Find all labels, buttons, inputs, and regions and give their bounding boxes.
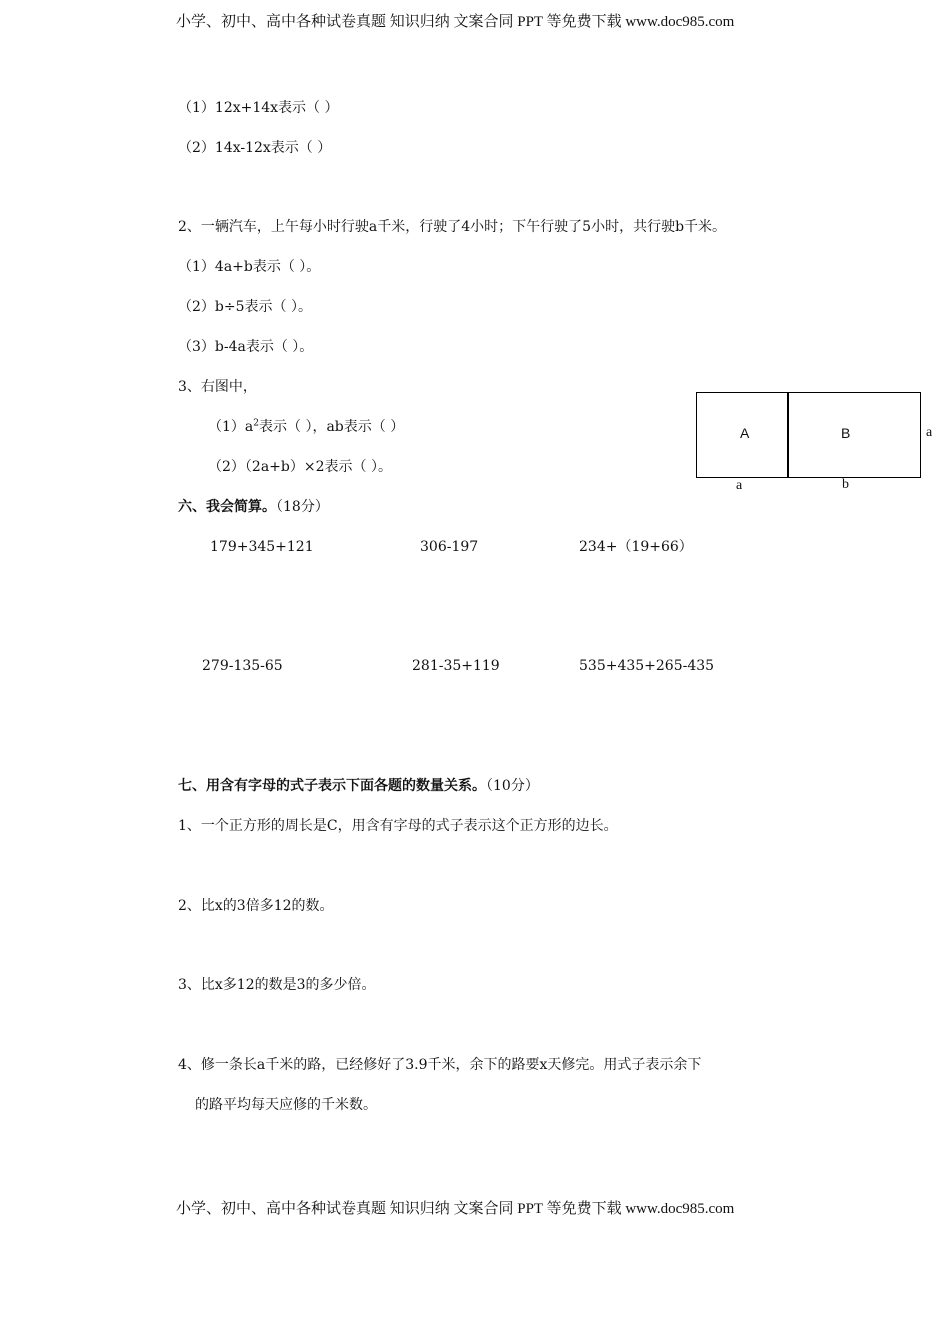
q1-item-1: （1）12x+14x表示（ ） xyxy=(178,100,339,116)
q2-item-1: （1）4a+b表示（ ）。 xyxy=(178,259,321,275)
calc-2-2: 281-35+119 xyxy=(412,658,500,674)
q2-stem: 2、一辆汽车，上午每小时行驶a千米，行驶了4小时；下午行驶了5小时，共行驶b千米。 xyxy=(178,219,727,235)
calc-1-3: 234+（19+66） xyxy=(579,539,693,555)
rectangle-b-label: B xyxy=(841,425,851,441)
page-header: 小学、初中、高中各种试卷真题 知识归纳 文案合同 PPT 等免费下载 www.doc985.com xyxy=(176,14,735,30)
q2-item-2: （2）b÷5表示（ ）。 xyxy=(178,299,312,315)
calc-2-1: 279-135-65 xyxy=(202,658,283,674)
section-7-q4-line-1: 4、修一条长a千米的路，已经修好了3.9千米，余下的路要x天修完。用式子表示余下 xyxy=(178,1057,702,1073)
q3-stem: 3、右图中， xyxy=(178,379,257,395)
calc-1-1: 179+345+121 xyxy=(210,539,314,555)
section-7-q4-line-2: 的路平均每天应修的千米数。 xyxy=(195,1097,377,1113)
bottom-label-b: b xyxy=(842,477,849,492)
q3-item-1-post: 表示（ ），ab表示（ ） xyxy=(259,419,405,435)
page-footer: 小学、初中、高中各种试卷真题 知识归纳 文案合同 PPT 等免费下载 www.doc985.com xyxy=(176,1201,735,1217)
section-7-score: （10分） xyxy=(486,778,539,794)
section-6-score: （18分） xyxy=(276,499,329,515)
q3-item-2: （2）（2a+b）×2表示（ ）。 xyxy=(208,459,392,475)
section-7-q3: 3、比x多12的数是3的多少倍。 xyxy=(178,977,376,993)
section-7-q2: 2、比x的3倍多12的数。 xyxy=(178,898,334,914)
q3-item-1-pre: （1）a xyxy=(208,419,254,435)
section-6-title: 六、我会简算。 xyxy=(178,499,276,515)
calc-1-2: 306-197 xyxy=(420,539,479,555)
q1-item-2: （2）14x-12x表示（ ） xyxy=(178,140,332,156)
section-7-heading xyxy=(178,777,539,795)
q3-item-1-sup: 2 xyxy=(253,418,259,429)
rectangle-a-label: A xyxy=(740,425,750,441)
right-label-a: a xyxy=(926,425,933,440)
section-6-heading xyxy=(178,498,329,516)
section-7-title: 七、用含有字母的式子表示下面各题的数量关系。 xyxy=(178,778,486,794)
q2-item-3: （3）b-4a表示（ ）。 xyxy=(178,339,314,355)
q3-item-1 xyxy=(208,418,404,436)
bottom-label-a: a xyxy=(736,478,743,493)
calc-2-3: 535+435+265-435 xyxy=(579,658,715,674)
section-7-q1: 1、一个正方形的周长是C，用含有字母的式子表示这个正方形的边长。 xyxy=(178,818,618,834)
rectangle-b xyxy=(787,392,921,478)
rectangle-figure xyxy=(696,392,933,493)
